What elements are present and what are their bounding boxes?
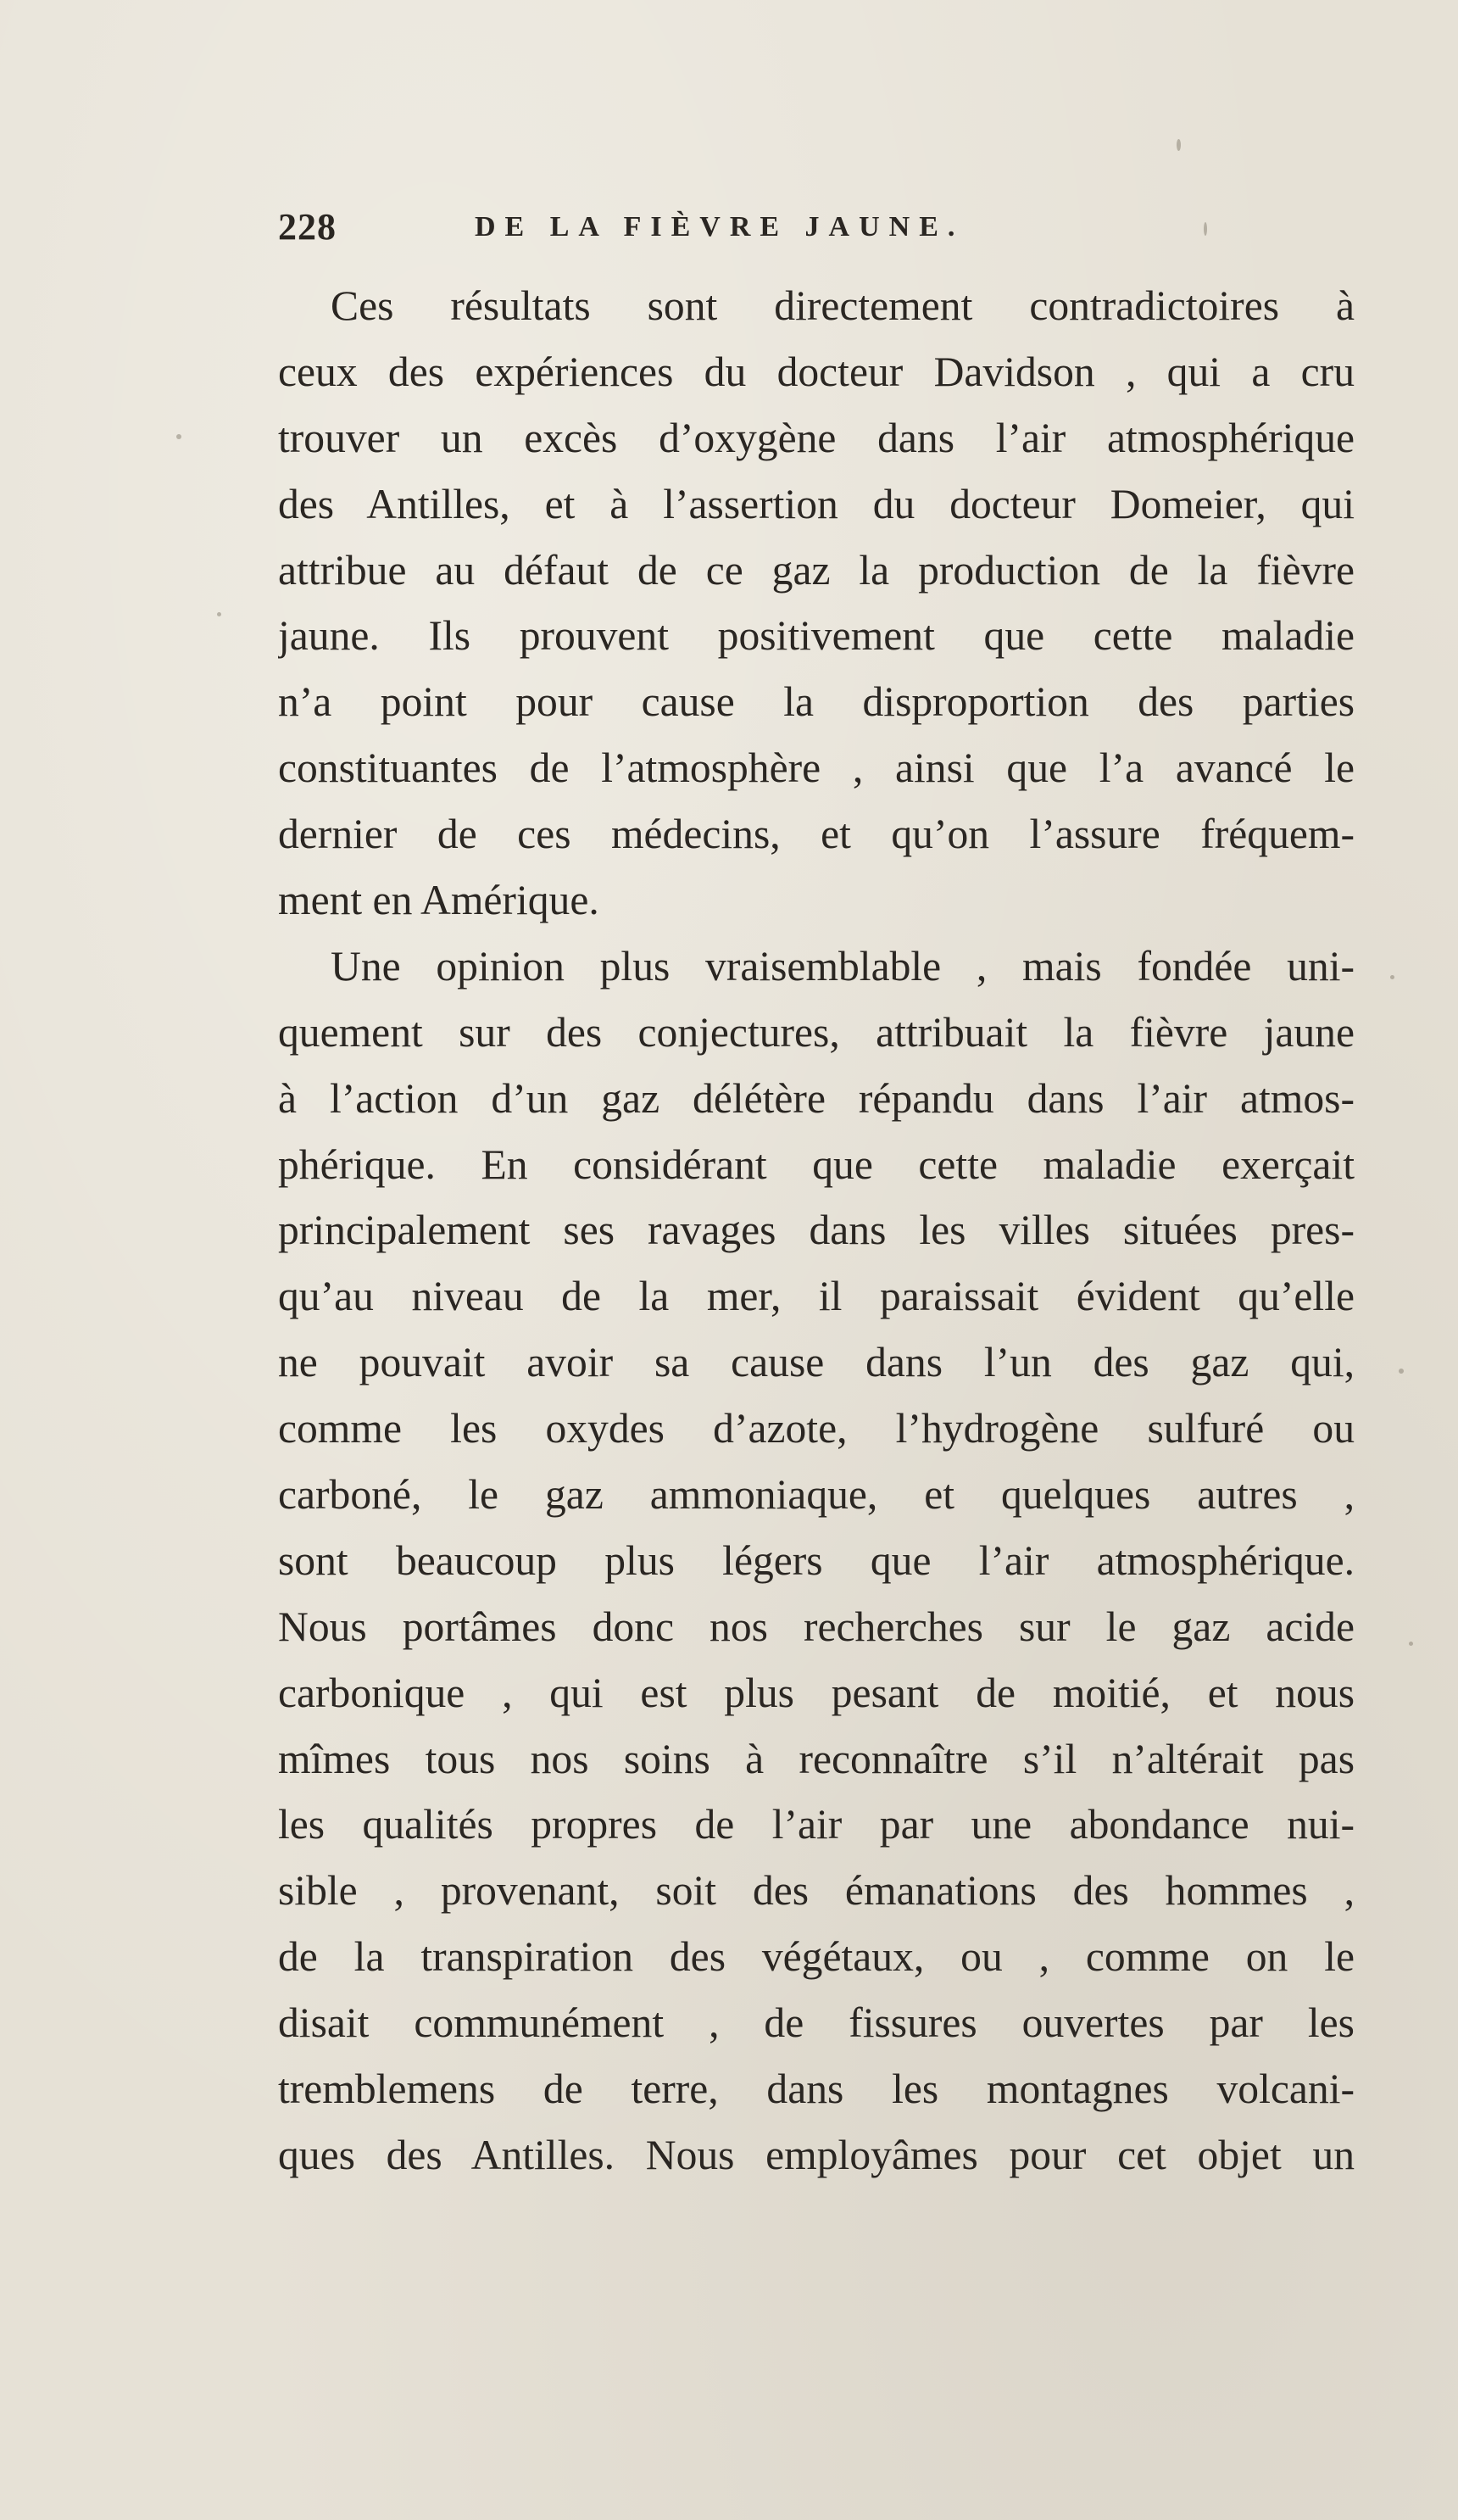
text-line: disait communément , de fissures ouvertes par les: [278, 1999, 1355, 2047]
text-line: sible , provenant, soit des émanations des hommes ,: [278, 1867, 1355, 1915]
text-line: constituantes de l’atmosphère , ainsi que l’a avancé le: [278, 744, 1355, 792]
paper-speck: [1390, 975, 1394, 979]
text-line: sont beaucoup plus légers que l’air atmosphérique.: [278, 1536, 1355, 1584]
paper-speck: [1409, 1642, 1413, 1646]
paper-speck: [1177, 139, 1181, 151]
text-line: Ces résultats sont directement contradictoires à: [331, 282, 1355, 329]
paper-speck: [1204, 222, 1207, 236]
text-line: ceux des expériences du docteur Davidson , qui a cru: [278, 348, 1355, 395]
text-line: Une opinion plus vraisemblable , mais fondée uni-: [331, 942, 1355, 990]
text-line: jaune. Ils prouvent positivement que cette maladie: [278, 612, 1355, 660]
text-line: ne pouvait avoir sa cause dans l’un des gaz qui,: [278, 1339, 1355, 1386]
text-line: ques des Antilles. Nous employâmes pour cet objet un: [278, 2131, 1355, 2178]
text-line: trouver un excès d’oxygène dans l’air atmosphérique: [278, 414, 1355, 461]
paper-speck: [176, 434, 181, 439]
page-number: 228: [278, 206, 337, 248]
text-line: principalement ses ravages dans les villes situées pres-: [278, 1207, 1355, 1254]
text-line: comme les oxydes d’azote, l’hydrogène sulfuré ou: [278, 1405, 1355, 1452]
text-line: Nous portâmes donc nos recherches sur le gaz acide: [278, 1603, 1355, 1650]
text-line: phérique. En considérant que cette maladie exerçait: [278, 1140, 1355, 1188]
running-title: DE LA FIÈVRE JAUNE.: [475, 211, 965, 243]
text-line: carboné, le gaz ammoniaque, et quelques autres ,: [278, 1471, 1355, 1519]
text-line: ment en Amérique.: [278, 877, 599, 924]
text-line: carbonique , qui est plus pesant de moitié, et nous: [278, 1669, 1355, 1716]
text-line: des Antilles, et à l’assertion du docteur Domeier, qui: [278, 480, 1355, 527]
body-text: [278, 273, 1355, 2188]
text-line: attribue au défaut de ce gaz la production de la fièvre: [278, 546, 1355, 594]
paragraph-2: [278, 934, 1355, 2188]
text-line: de la transpiration des végétaux, ou , comme on le: [278, 1933, 1355, 1981]
text-line: mîmes tous nos soins à reconnaître s’il n’altérait pas: [278, 1735, 1355, 1782]
paragraph-1: [278, 273, 1355, 934]
text-line: quement sur des conjectures, attribuait la fièvre jaune: [278, 1008, 1355, 1056]
text-line: à l’action d’un gaz délétère répandu dans l’air atmos-: [278, 1074, 1355, 1122]
text-line: tremblemens de terre, dans les montagnes volcani-: [278, 2066, 1355, 2113]
text-line: qu’au niveau de la mer, il paraissait évident qu’elle: [278, 1273, 1355, 1320]
text-line: les qualités propres de l’air par une abondance nui-: [278, 1801, 1355, 1848]
paper-speck: [217, 612, 221, 616]
running-head: [278, 202, 1363, 253]
text-line: n’a point pour cause la disproportion des parties: [278, 678, 1355, 726]
text-line: dernier de ces médecins, et qu’on l’assure fréquem-: [278, 811, 1355, 858]
paper-speck: [1399, 1369, 1404, 1374]
